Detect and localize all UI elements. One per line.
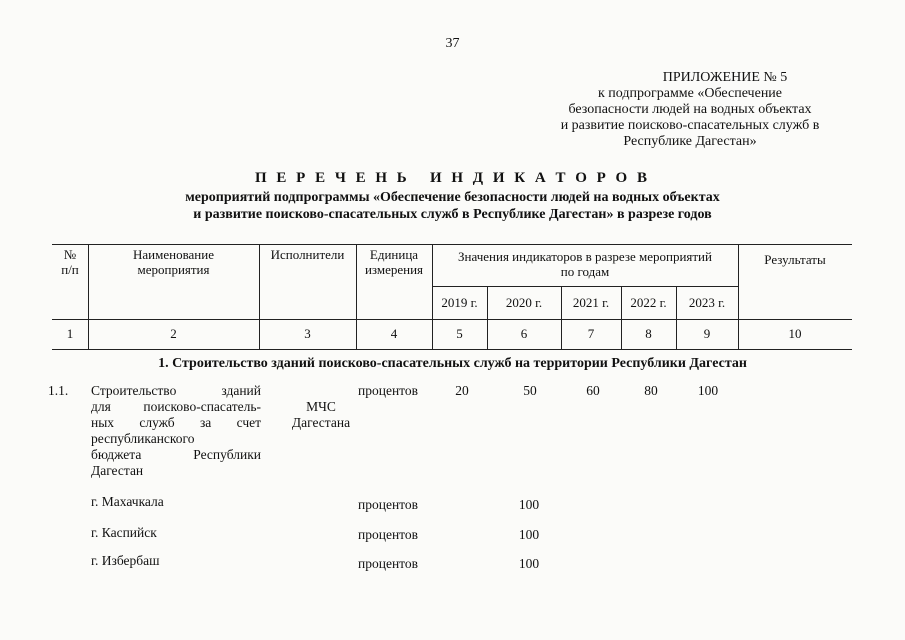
header-name <box>88 247 259 277</box>
sub-row-unit: процентов <box>358 556 419 571</box>
document-title: П Е Р Е Ч Е Н Ь И Н Д И К А Т О Р О В <box>255 170 650 186</box>
subtitle-line: и развитие поисково-спасательных служб в Республике Дагестан» в разрезе годов <box>193 207 712 222</box>
row-value-2023: 100 <box>697 383 719 398</box>
row-value-2021: 60 <box>586 383 600 398</box>
row-name-line: для поисково-спасатель- <box>91 399 261 414</box>
column-number: 6 <box>520 326 528 341</box>
row-number: 1.1. <box>48 383 69 398</box>
row-name-line: Строительство зданий <box>91 383 261 398</box>
row-value-2019: 20 <box>455 383 469 398</box>
column-number: 2 <box>170 326 177 341</box>
column-number: 9 <box>703 326 711 341</box>
row-name-line: Дагестан <box>91 463 144 478</box>
sub-row-unit: процентов <box>358 497 419 512</box>
page-number: 37 <box>445 36 460 51</box>
column-number: 5 <box>456 326 463 341</box>
section-heading: 1. Строительство зданий поисково-спасательных служб на территории Республики Дагестан <box>158 356 747 371</box>
appendix-line: к подпрограмме «Обеспечение <box>597 86 783 101</box>
sub-row-value: 100 <box>518 527 540 542</box>
year-2021: 2021 г. <box>572 295 610 310</box>
row-unit: процентов <box>358 383 419 398</box>
column-number: 3 <box>304 326 311 341</box>
row-value-2022: 80 <box>644 383 658 398</box>
header-values <box>432 249 738 279</box>
sub-row-name: г. Каспийск <box>91 525 157 540</box>
row-name-line: ных служб за счет <box>91 415 261 430</box>
subtitle-line: мероприятий подпрограммы «Обеспечение безопасности людей на водных объектах <box>185 190 720 205</box>
years-divider <box>432 286 738 287</box>
sub-row-name: г. Махачкала <box>91 494 164 509</box>
header-num <box>52 247 88 277</box>
header-results: Результаты <box>764 252 826 267</box>
sub-row-value: 100 <box>518 497 540 512</box>
header-bottom-border <box>52 319 852 320</box>
header-num-line: № <box>63 247 77 262</box>
column-number: 1 <box>66 326 74 341</box>
row-name <box>91 383 261 479</box>
sub-row-unit: процентов <box>358 527 419 542</box>
row-executor-line: МЧС <box>306 399 336 414</box>
header-values-line: по годам <box>560 264 610 279</box>
column-number: 4 <box>390 326 398 341</box>
header-unit <box>356 247 432 277</box>
column-number: 7 <box>587 326 595 341</box>
year-2023: 2023 г. <box>688 295 726 310</box>
year-2022: 2022 г. <box>630 295 667 310</box>
column-number: 10 <box>788 326 802 341</box>
header-name-line: Наименование <box>133 247 214 262</box>
year-2019: 2019 г. <box>441 295 478 310</box>
header-name-line: мероприятия <box>137 262 210 277</box>
sub-row-name: г. Избербаш <box>91 553 160 568</box>
row-executor <box>276 399 366 431</box>
appendix-block <box>540 70 840 150</box>
appendix-line: безопасности людей на водных объектах <box>568 102 812 117</box>
header-values-line: Значения индикаторов в разрезе мероприятий <box>458 249 712 264</box>
row-value-2020: 50 <box>523 383 537 398</box>
row-name-line: бюджета Республики <box>91 447 261 462</box>
appendix-line: Республике Дагестан» <box>623 134 757 149</box>
document-subtitle <box>0 189 905 223</box>
header-unit-line: Единица <box>369 247 419 262</box>
header-unit-line: измерения <box>364 262 424 277</box>
numbers-row-bottom-border <box>52 349 852 350</box>
header-executors: Исполнители <box>270 247 345 262</box>
header-num-line: п/п <box>61 262 79 277</box>
year-2020: 2020 г. <box>505 295 543 310</box>
row-executor-line: Дагестана <box>291 415 351 430</box>
table-border-top <box>52 244 852 245</box>
appendix-line: и развитие поисково-спасательных служб в <box>560 118 820 133</box>
sub-row-value: 100 <box>518 556 540 571</box>
appendix-title: ПРИЛОЖЕНИЕ № 5 <box>662 70 788 85</box>
row-name-line: республиканского <box>91 431 195 446</box>
column-number: 8 <box>645 326 652 341</box>
